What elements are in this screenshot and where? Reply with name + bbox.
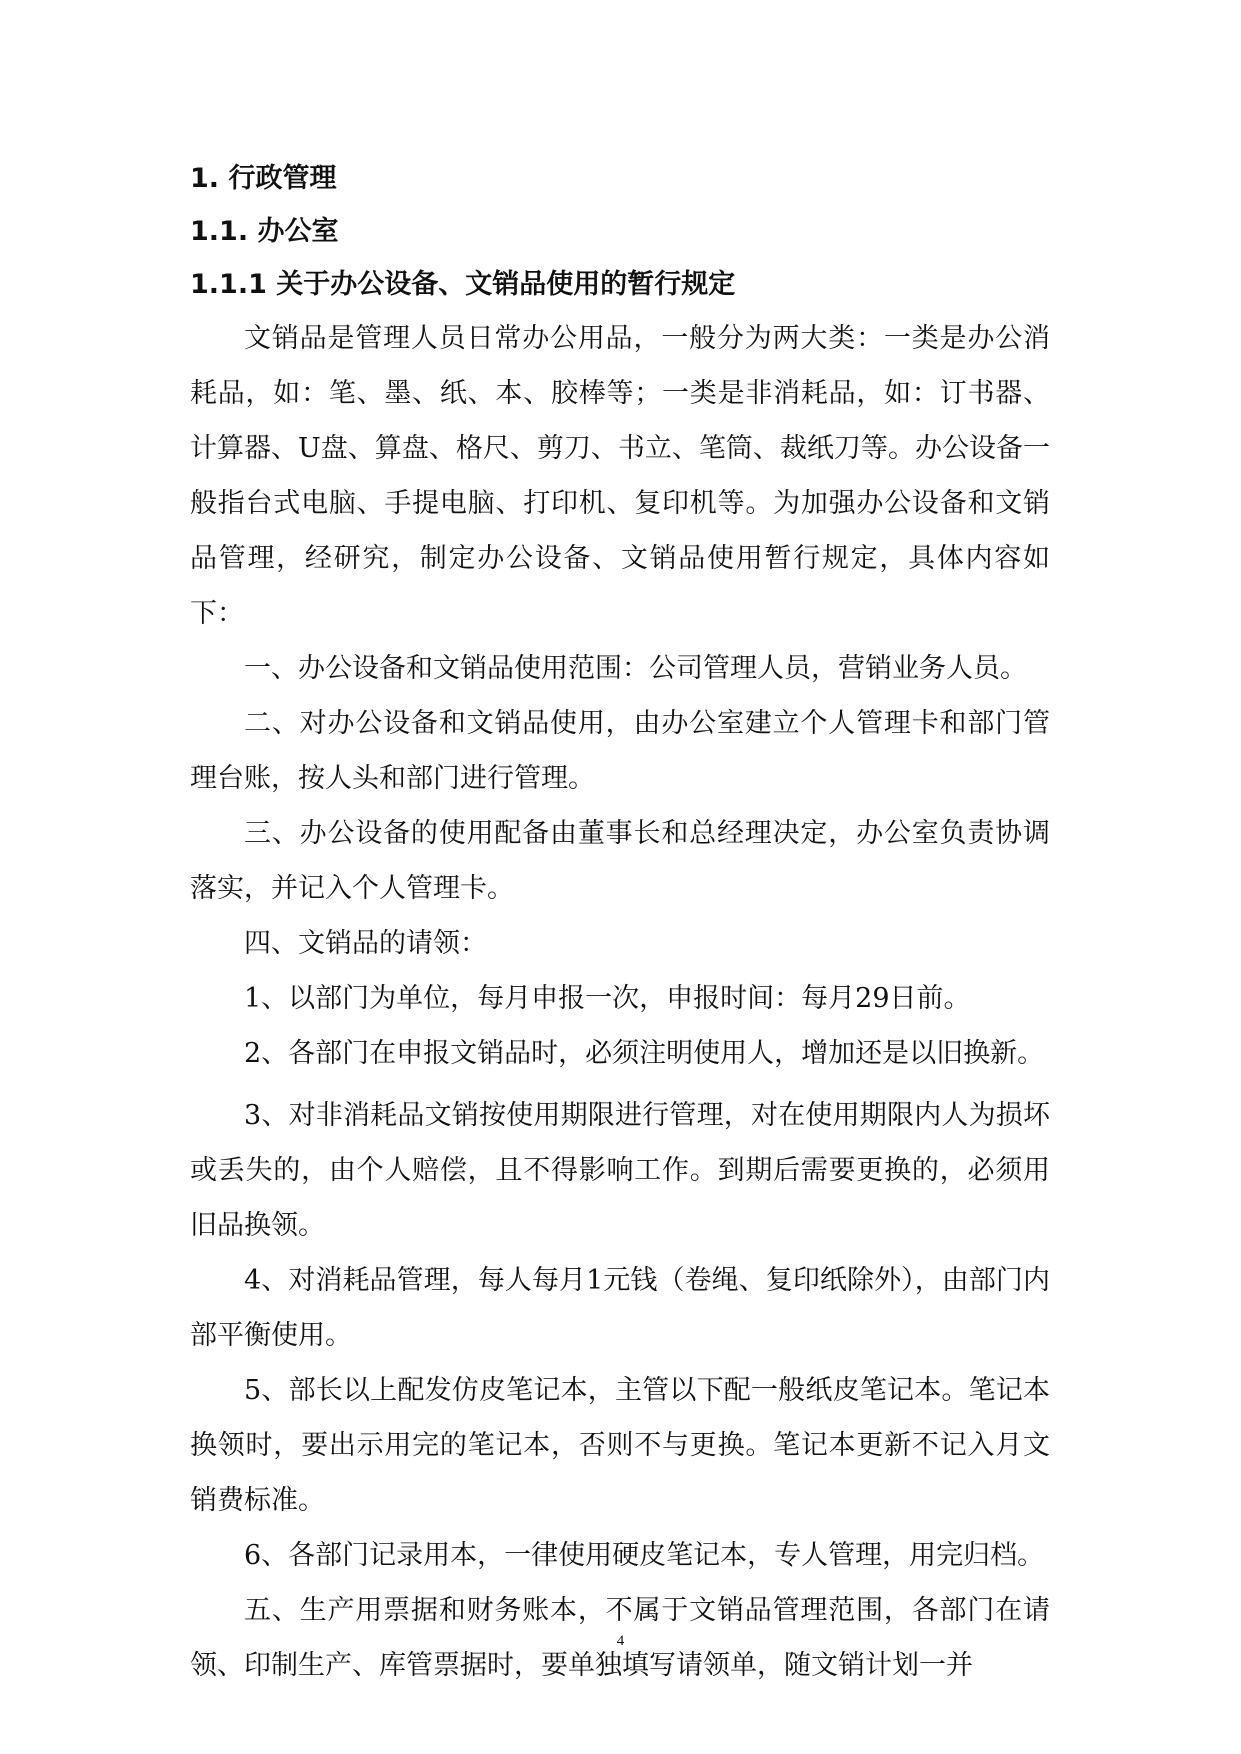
heading-level-2: 1.1. 办公室 <box>190 216 339 247</box>
heading-level-3: 1.1.1 关于办公设备、文销品使用的暂行规定 <box>190 269 736 300</box>
document-body <box>190 152 1050 1693</box>
rule-3-allocation: 三、办公设备的使用配备由董事长和总经理决定，办公室负责协调落实，并记入个人管理卡。 <box>190 818 1050 904</box>
requisition-item-6: 6、各部门记录用本，一律使用硬皮笔记本，专人管理，用完归档。 <box>244 1540 1045 1571</box>
heading-level-1: 1. 行政管理 <box>190 163 337 194</box>
rule-5-bills-ledgers: 五、生产用票据和财务账本，不属于文销品管理范围，各部门在请领、印制生产、库管票据时，要单独填写请领单，随文销计划一并 <box>190 1595 1050 1681</box>
requisition-item-5: 5、部长以上配发仿皮笔记本，主管以下配一般纸皮笔记本。笔记本换领时，要出示用完的笔记本，否则不与更换。笔记本更新不记入月文销费标准。 <box>190 1375 1050 1516</box>
rule-4-requisition: 四、文销品的请领： <box>244 928 487 959</box>
rule-1-scope: 一、办公设备和文销品使用范围：公司管理人员，营销业务人员。 <box>244 653 1027 684</box>
rule-2-management: 二、对办公设备和文销品使用，由办公室建立个人管理卡和部门管理台账，按人头和部门进行管理。 <box>190 708 1050 794</box>
intro-paragraph: 文销品是管理人员日常办公用品，一般分为两大类：一类是办公消耗品，如：笔、墨、纸、本、胶棒等；一类是非消耗品，如：订书器、计算器、U盘、算盘、格尺、剪刀、书立、笔筒、裁纸刀等。办公设备一般指台式电脑、手提电脑、打印机、复印机等。为加强办公设备和文销品管理，经研究，制定办公设备、文销品使用暂行规定，具体内容如下： <box>190 323 1050 629</box>
requisition-item-4: 4、对消耗品管理，每人每月1元钱（卷绳、复印纸除外），由部门内部平衡使用。 <box>190 1265 1050 1351</box>
requisition-item-3: 3、对非消耗品文销按使用期限进行管理，对在使用期限内人为损坏或丢失的，由个人赔偿，且不得影响工作。到期后需要更换的，必须用旧品换领。 <box>190 1100 1050 1241</box>
requisition-item-2: 2、各部门在申报文销品时，必须注明使用人，增加还是以旧换新。 <box>244 1038 1045 1069</box>
requisition-item-1: 1、以部门为单位，每月申报一次，申报时间：每月29日前。 <box>244 983 971 1014</box>
page-number: 4 <box>616 1633 625 1649</box>
